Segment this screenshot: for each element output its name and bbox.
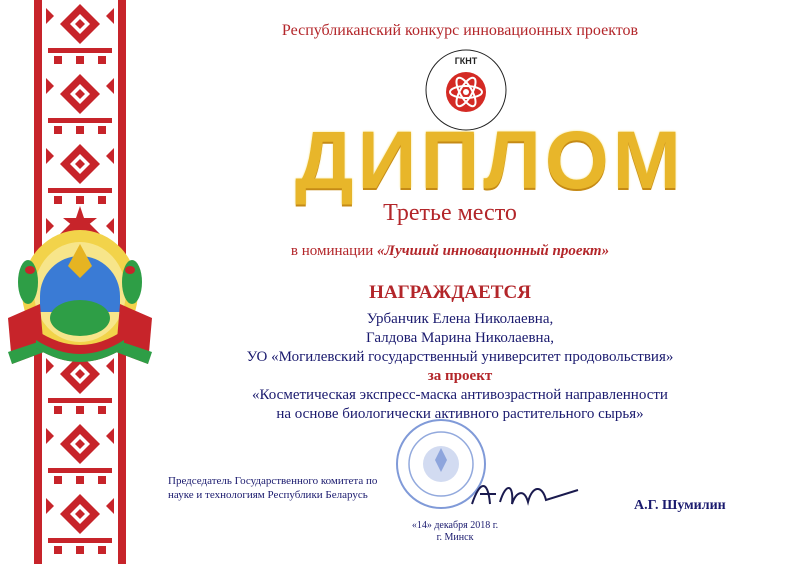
state-emblem-icon [0,200,160,370]
logo-abbr: ГКНТ [454,56,478,66]
project-label: за проект [427,368,493,384]
recipient-org: УО «Могилевский государственный университет продовольствия» [246,349,674,365]
nomination-prefix: в номинации [290,243,378,259]
nomination-name: «Лучший инновационный проект» [377,243,610,259]
contest-header: Республиканский конкурс инновационных проектов [281,22,639,39]
recipient-line: Галдова Марина Николаевна, [366,330,554,346]
nomination [180,243,720,260]
date-line: «14» декабря 2018 г. [411,520,499,531]
signatory-position: Председатель Государственного комитета по науке и технологиям Республики Беларусь [168,475,378,501]
city-line: г. Минск [436,532,474,543]
project-title-line: «Косметическая экспресс-маска антивозрастной направленности [252,387,668,403]
awarded-heading: НАГРАЖДАЕТСЯ [369,282,531,303]
signature-icon [466,474,586,514]
signatory-name: А.Г. Шумилин [634,498,726,513]
diploma-title: ДИПЛОМ [295,115,685,206]
award-date [400,520,510,544]
recipient-line: Урбанчик Елена Николаевна, [366,311,554,327]
place-text: Третье место [383,200,517,226]
project-title-line: на основе биологически активного растительного сырья» [276,406,644,422]
